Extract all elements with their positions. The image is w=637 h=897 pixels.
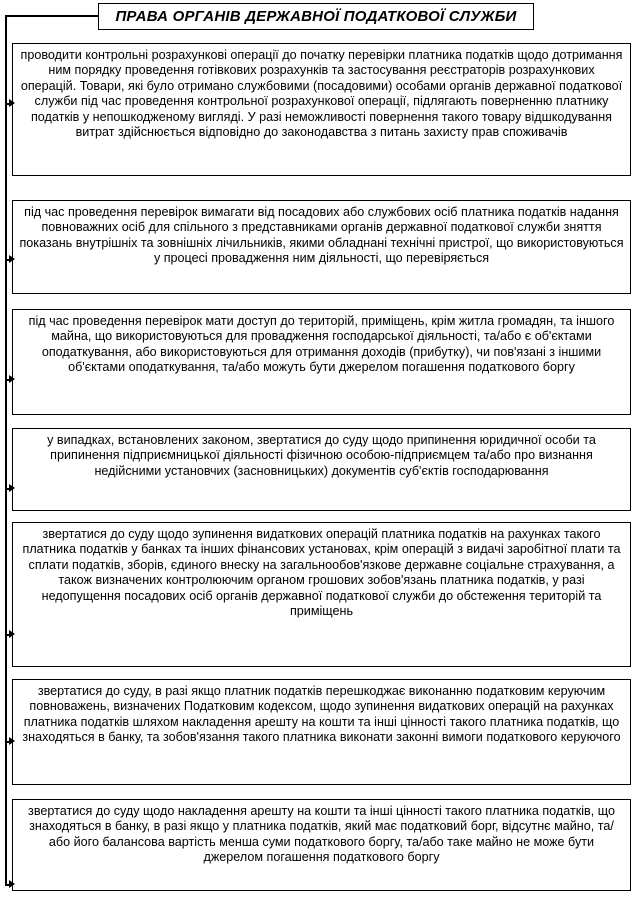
arrow-6 [5, 741, 13, 743]
right-box-4: у випадках, встановлених законом, звертатися до суду щодо припинення юридичної особи та припинення підприємницької діяльності фізичною особою-підприємцем та/або про визнання недійсними установчих (засновницьких) документів суб'єктів господарювання [12, 428, 631, 511]
diagram-title: ПРАВА ОРГАНІВ ДЕРЖАВНОЇ ПОДАТКОВОЇ СЛУЖБИ [98, 3, 534, 30]
arrow-7 [5, 884, 13, 886]
arrow-5 [5, 634, 13, 636]
arrow-2 [5, 259, 13, 261]
right-box-2: під час проведення перевірок вимагати від посадових або службових осіб платника податків надання повноважних осіб для спільного з представниками органів державної податкової служби зняття показань внутрішніх та зовнішніх лічильників, якими обладнані технічні пристрої, що використовуються у процесі провадження ним діяльності, що перевіряється [12, 200, 631, 294]
right-box-3: під час проведення перевірок мати доступ до територій, приміщень, крім житла громадян, та іншого майна, що використовуються для провадження господарської діяльності, та/або є об'єктами оподаткування, або використовуються для отримання доходів (прибутку), чи пов'язані з іншими об'єктами оподаткування, та/або можуть бути джерелом погашення податкового боргу [12, 309, 631, 415]
arrow-4 [5, 488, 13, 490]
arrow-3 [5, 379, 13, 381]
right-box-6: звертатися до суду, в разі якщо платник податків перешкоджає виконанню податковим керуючим повноважень, визначених Податковим кодексом, щодо зупинення видаткових операцій на рахунках платника податків шляхом накладення арешту на кошти та інші цінності такого платника податків, що знаходяться в банку, та зобов'язання такого платника виконати законні вимоги податкового керуючого [12, 679, 631, 785]
title-connector [5, 15, 99, 17]
right-box-7: звертатися до суду щодо накладення арешту на кошти та інші цінності такого платника податків, що знаходяться в банку, в разі якщо у платника податків, який має податковий борг, відсутнє майно, та/або його балансова вартість менша суми податкового боргу, та/або таке майно не може бути джерелом погашення податкового боргу [12, 799, 631, 891]
right-box-5: звертатися до суду щодо зупинення видаткових операцій платника податків на рахунках такого платника податків у банках та інших фінансових установах, крім операцій з видачі заробітної плати та сплати податків, зборів, єдиного внеску на загальнообов'язкове державне соціальне страхування, а також визначених контролюючим органом грошових зобов'язань платника податків, у разі недопущення посадових осіб органів державної податкової служби до обстеження територій та приміщень [12, 522, 631, 667]
right-box-1: проводити контрольні розрахункові операції до початку перевірки платника податків щодо дотримання ним порядку проведення готівкових розрахунків та застосування реєстраторів розрахункових операцій. Товари, які було отримано службовими (посадовими) особами органів державної податкової служби під час проведення контрольної розрахункової операції, підлягають поверненню платнику податків у непошкодженому вигляді. У разі неможливості повернення такого товару відшкодування витрат здійснюється відповідно до законодавства з питань захисту прав споживачів [12, 43, 631, 176]
arrow-1 [5, 103, 13, 105]
connector-spine [5, 15, 7, 885]
